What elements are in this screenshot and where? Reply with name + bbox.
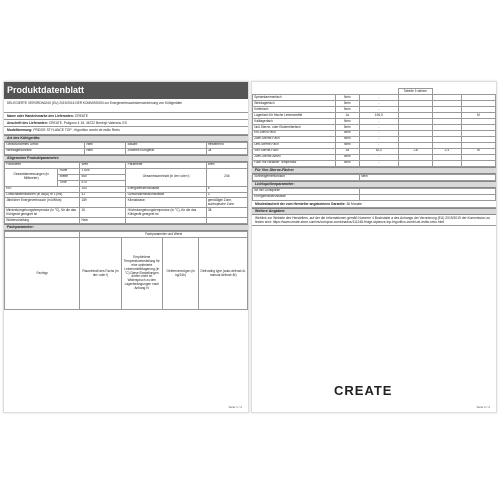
cell: Nein [335,160,359,166]
cell: 100 [80,186,126,192]
supplier-name-row [4,113,248,120]
model-id: FRIDGE STYLANCE TOP - frigorífico combi de estilo Retro [33,128,120,133]
cell: Nein [335,100,359,106]
fast-freeze-label: Schnellgefrierfunktion [253,174,360,180]
header-cell: Wert [80,162,126,168]
supplier-address-row [4,120,248,127]
model-row [4,127,248,134]
cell: Nein [335,136,359,142]
cell: Bauart: [126,142,206,148]
cell: 38 [206,208,247,218]
compartment-header-table [4,231,248,310]
cell: Klimaklasse: [126,198,206,208]
cell: Breite [58,174,80,180]
cell: 1 605 [80,168,126,174]
cell: gemäßigte Zone, subtropische Zone [206,198,247,208]
cell: - [359,124,398,130]
more-info-text: Weblink zur Website des Herstellers, auf der die Informationen gemäß Nummer 4 Buchstabe a des Anhangs der Verordnung (EU) 2019/2019 der Kommission zu finden sind: https://www.create-store.com/es/comprar-combinados/111248-fridge-stylance-top-frigorifico-combi-de-estilo-retro.html [252,215,496,226]
cell: M [461,148,495,154]
supplier-name: CREATE [74,114,88,118]
cell: Weinlagerschrank [5,148,85,154]
section-four-star: Für Vier-Sterne-Fächer [252,167,496,174]
cell: Ein-Stern-Fach [253,130,336,136]
section-general-parameters: Allgemeine Produktparameter: [4,155,248,162]
cell: EEI [5,186,80,192]
cell: Zwei-Sterne-Fach [253,136,336,142]
cell: Ja [335,148,359,154]
cell: Art der Lichtquelle [253,188,360,194]
cell: Mindestumgebungstemperatur (in °C), für die das Kühlgerät geeignet ist [5,208,80,218]
brand-logo: CREATE [334,383,393,398]
cell: - [359,154,398,160]
cell: - [359,130,398,136]
cell: Nein [335,118,359,124]
cell: Null-Sterne- oder Eisbereiterfach [253,124,336,130]
model-label: Modellkennung: [7,128,33,133]
cell: Tiefe [58,180,80,186]
cell: Nein [80,218,126,224]
cell: freistehend [206,142,247,148]
cell: 16 [80,208,126,218]
cell: Ja [206,148,247,154]
cell: Nein [335,154,359,160]
cell: Luftschallemissionsklasse [126,192,206,198]
table-row [253,174,496,180]
cell: - [359,106,398,112]
cell: Vier-Sterne-Fach [253,148,336,154]
general-parameters-table [4,162,248,224]
cell: Höhe [58,168,80,174]
header-cell: Tabelle 3 stehen [398,89,432,95]
cell: 550 [80,174,126,180]
cell [432,160,461,166]
datasheet-page-1 [3,81,249,413]
cell: Lagerfach für frische Lebensmittel [253,112,336,118]
cell: 52,0 [359,148,398,154]
cell: Höchstumgebungstemperatur (in °C), für die das Kühlgerät geeignet ist [126,208,206,218]
header-cell: Rauminhalt des Fachs (in dm³ oder l) [80,238,121,310]
page-title: Produktdatenblatt [4,82,248,99]
header-cell: Parameter [5,162,80,168]
table-row [5,208,248,218]
header-cell: Parameter [126,162,206,168]
cell: - [359,160,398,166]
dims-label: Gesamtabmessungen (in Millimeter) [5,168,58,186]
cell: - [359,100,398,106]
cell: Zwei-Sterne-Abteil [253,154,336,160]
fast-freeze-table [252,174,496,181]
cell: - [359,136,398,142]
warranty-label: Mindestlaufzeit der vom Hersteller angebotenen Garantie: [255,201,346,206]
cell: Energieeffizienzklasse [253,194,360,200]
cell: C [206,192,247,198]
compartment-rows [253,94,496,166]
cell: Fach mit variabler Temperatur [253,160,336,166]
table-row [5,168,248,174]
cell: Geräuscharmes Gerät: [5,142,85,148]
section-compartment-parameters: Fachparameter: [4,224,248,231]
cell: Weinlagerfach [253,100,336,106]
cell: -18 [398,148,432,154]
header-cell: Wert [206,162,247,168]
supplier-address: CREATE, Polígono 4 18, 46722 Benirrjó Valencia, ES [48,121,127,126]
cell: Nein [335,124,359,130]
cell: - [359,142,398,148]
volume-value: 246 [206,168,247,186]
section-light-source: Lichtquellenparameter: [252,181,496,188]
cell: Winterschaltung [5,218,80,224]
page-number: Seite 2 / 2 [476,405,490,409]
table-row [253,194,496,200]
datasheet-page-2 [251,81,497,413]
table-row [253,160,496,166]
cell: Kellerfach [253,106,336,112]
warranty-value: 36 Monate [346,201,363,206]
cell: Nein [85,142,126,148]
table-row [5,218,248,224]
table-row [5,148,248,154]
cell [461,160,495,166]
cell: Kaltlagerfach [253,118,336,124]
table-header-row [5,238,248,310]
cell: Anderes Kühlgerät [126,148,206,154]
header-cell: Fachtyp [5,238,80,310]
section-more-info: Weitere Angaben: [252,208,496,215]
appliance-type-table [4,142,248,155]
warranty-row [252,201,496,208]
fast-freeze-value: Nein [359,174,495,180]
cell: 189 [80,198,126,208]
cell [359,194,495,200]
table-row [5,198,248,208]
supplier-address-label: Anschrift des Lieferanten: [7,121,48,126]
cell: 2,4 [432,148,461,154]
regulation-text: DELEGIERTE VERORDNUNG (EU) 2019/2016 DER KOMMISSION zur Energieverbrauchskennzeichnung von Kühlgeräten [4,99,248,113]
cell: - [359,94,398,100]
cell: Nein [85,148,126,154]
supplier-name-label: Name oder Handelsmarke des Lieferanten: [7,114,74,118]
cell: Jährlicher Energieverbrauch (in kWh/a) [5,198,80,208]
header-cell: Fachparameter und Werte [80,232,248,238]
cell: E [206,186,247,192]
compartment-table [252,88,496,167]
cell: Drei-Sterne-Fach [253,142,336,148]
volume-label: Gesamtrauminhalt (in dm³ oder l) [126,168,206,186]
cell: Nein [335,94,359,100]
cell: Ja [335,112,359,118]
cell: 194,0 [359,112,398,118]
cell: Nein [335,142,359,148]
light-source-table [252,188,496,201]
cell [398,160,432,166]
page-number: Seite 1 / 2 [228,405,242,409]
cell: Speisekammerfach [253,94,336,100]
cell: Nein [335,106,359,112]
cell: 41 [80,192,126,198]
cell: Energieeffizienzklasse [126,186,206,192]
cell: Luftschallemissionen (in dB(A) re 1 pW) [5,192,80,198]
cell: M [461,112,495,118]
section-appliance-type: Art des Kühlgeräts: [4,135,248,142]
cell: - [359,118,398,124]
cell: Nein [335,130,359,136]
header-cell: Gefriervermögen (in kg/24h) [162,238,198,310]
cell [126,218,206,224]
cell: 575 [80,180,126,186]
cell [206,218,247,224]
header-cell: Empfohlene Temperatureinstellung für eine optimierte Lebensmittellagerung (in °C) Diese Einstellungen dürfen nicht im Widerspruch zu den Lagerbedingungen nach Anhang IV [121,238,162,310]
header-cell: Defrosting type (auto-defrost=A, manual defrost=M) [199,238,248,310]
